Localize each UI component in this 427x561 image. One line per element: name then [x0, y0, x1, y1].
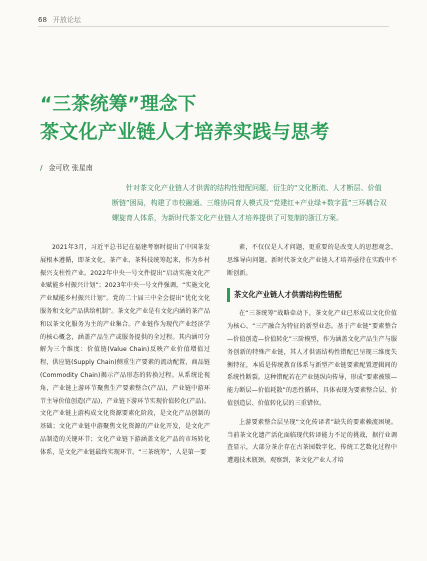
paragraph: 素，不仅仅是人才问题，更重要的是改变人的思想观念、思维导向问题。新时代茶文化产业链人才培养亟待在实践中不断创新。: [227, 244, 397, 277]
title-line-1: “三茶统筹”理念下: [40, 94, 197, 115]
abstract: [112, 181, 388, 226]
paragraph: 2021年3月，习近平总书记在福建考察时提出了中国茶发展根本遵循，即茶文化、茶产业、茶科技统筹起来，作为乡村振兴支柱性产业。2022年中央一号文件提出“启动实施文化产业赋能乡村振兴计划”；2023年中央一号文件强调，“实施文化产业赋能乡村振兴计划”。党的二十届三中全会提出“优化文化服务和文化产品供给机制”。茶文化产业是有文化内涵的茶产品和以茶文化服务为主的产业集合。产业链作为现代产业经济学的核心概念，涵盖产品生产或服务提供的全过程。其内涵可分解为三个维度：价值链(Value Chain)反映产业价值增值过程，供应链(Supply Chain)侧重生产要素的流动配置，商品链(Commodity Chain)揭示产品形态的转换过程。从系统论视角，产业链上游环节聚焦生产要素整合(产品)，产业链中游环节主导价值创造(产品)，产业链下游环节实现价值转化(产品)。文化产业链上游构成文化资源要素化阶段，是文化产品创制的基础；文化产业链中游聚焦文化资源的产业化开发，是文化产品制造的关键环节；文化产业链下游涵盖文化产品的市场转化体系，是文化产业链最终实现环节。“三茶统筹”，人是第一要: [40, 244, 210, 456]
paragraph: 在“三茶统筹”战略牵动下，茶文化产业已形成以文化价值为核心、“三产融合为特征的新型业态。基于产业链“要素整合—价值创造—价值转化”三阶模型，作为涵盖文化产品生产与服务创新的特殊产业链，其人才供需结构性错配已呈现三维度失衡特征，本质是传统教育体系与新型产业链要素配置逻辑间的系统性断裂。这种错配若在产业链纵向传导，形成“要素被锁—能力断层—价值耗散”的恶性循环，具体表现为要素整合层、价值创造层、价值转化层的三重错位。: [227, 310, 397, 407]
page-header: [38, 15, 81, 25]
section-name: 开放论坛: [52, 16, 81, 24]
left-column: [40, 242, 210, 460]
authors: [40, 163, 93, 173]
paragraph: 上游要素整合层呈现“文化传译者”缺失的要素赖流困境。当前茶文化遗产活化面临现代转译能力不足的挑战，据行业调查显示，大部分茶企存在古茶园数字化、传统工艺数化过程中遭遇技术瓶颈。观察到，茶文化产业人才培: [227, 418, 397, 465]
section-heading: 茶文化产业链人才供需结构性错配: [227, 288, 397, 302]
abstract-text: 针对茶文化产业链人才供需的结构性错配问题，衍生的“文化断流、人才断层、价值断链”困局，构建了市校融通、三维协同育人模式及“党建红+产业绿+数字蓝”三环耦合双螺旋育人体系，为新时代茶文化产业链人才培养提供了可复制的浙江方案。: [112, 184, 387, 222]
title-line-2: 茶文化产业链人才培养实践与思考: [40, 121, 330, 143]
page-number: 68: [38, 16, 47, 24]
right-column: [227, 242, 397, 468]
author-names: 金可欣 张星南: [48, 164, 93, 172]
article-title: [40, 93, 400, 147]
slash-icon: /: [40, 164, 43, 172]
header-rule: [38, 26, 389, 27]
